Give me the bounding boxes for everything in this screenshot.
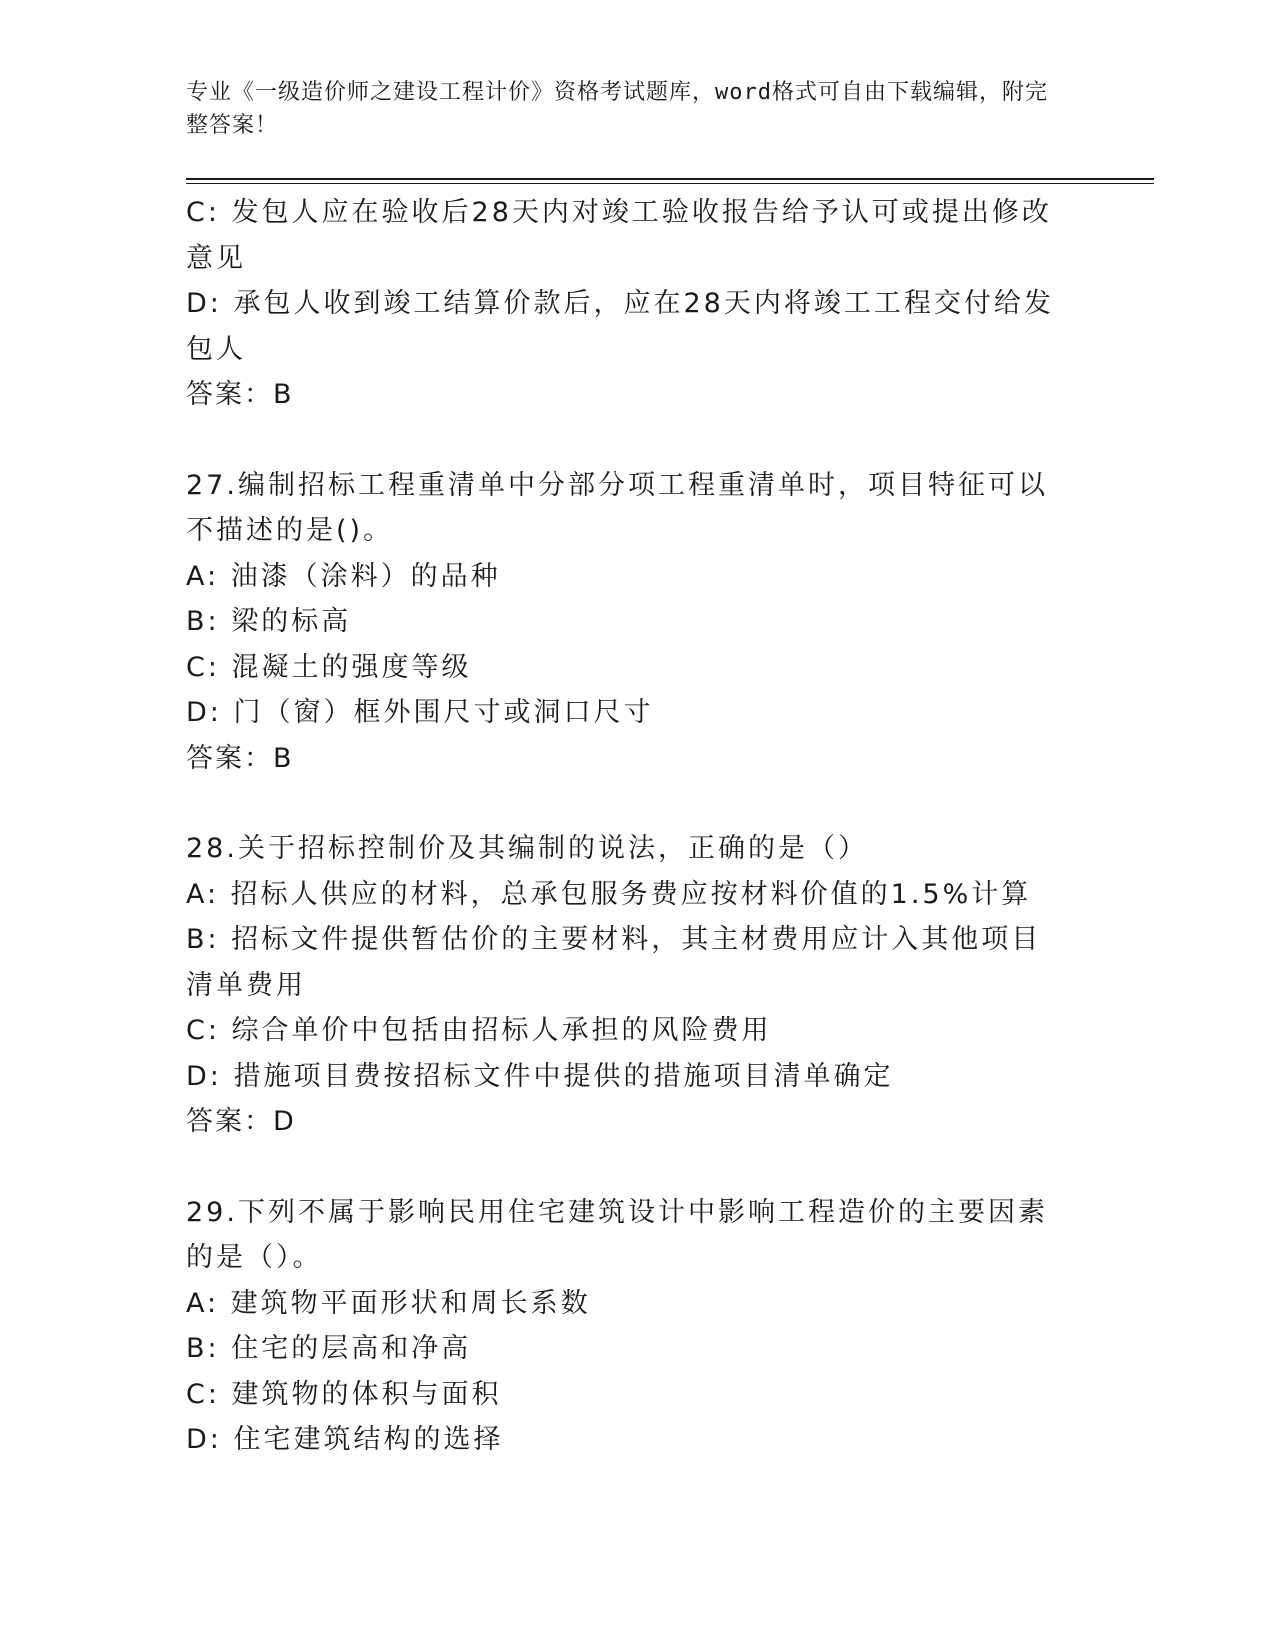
option-a: A: 招标人供应的材料，总承包服务费应按材料价值的1.5%计算 xyxy=(186,878,1032,910)
question-block-29 xyxy=(186,1190,1066,1463)
option-d: D: 住宅建筑结构的选择 xyxy=(186,1424,504,1455)
answer: 答案：B xyxy=(186,379,294,410)
question-list xyxy=(186,190,1066,1463)
header-divider-thick xyxy=(186,178,1154,180)
option-d: D: 承包人收到竣工结算价款后，应在28天内将竣工工程交付给发包人 xyxy=(186,288,1054,365)
option-c: C: 综合单价中包括由招标人承担的风险费用 xyxy=(186,1015,772,1046)
answer: 答案：D xyxy=(186,1106,296,1137)
question-stem: 27.编制招标工程重清单中分部分项工程重清单时，项目特征可以不描述的是()。 xyxy=(186,469,1048,546)
option-d: D: 措施项目费按招标文件中提供的措施项目清单确定 xyxy=(186,1060,894,1092)
option-a: A: 建筑物平面形状和周长系数 xyxy=(186,1287,591,1319)
option-c: C: 发包人应在验收后28天内对竣工验收报告给予认可或提出修改意见 xyxy=(186,197,1052,274)
question-block-28 xyxy=(186,826,1066,1145)
option-d: D: 门（窗）框外围尺寸或洞口尺寸 xyxy=(186,697,654,728)
question-block-26-continued xyxy=(186,190,1066,418)
answer: 答案：B xyxy=(186,742,294,774)
option-b: B: 住宅的层高和净高 xyxy=(186,1333,472,1364)
option-c: C: 建筑物的体积与面积 xyxy=(186,1378,502,1410)
question-stem: 28.关于招标控制价及其编制的说法，正确的是（） xyxy=(186,833,868,864)
option-c: C: 混凝土的强度等级 xyxy=(186,651,472,683)
option-b: B: 招标文件提供暂估价的主要材料，其主材费用应计入其他项目清单费用 xyxy=(186,924,1042,1001)
question-block-27 xyxy=(186,463,1066,782)
header-divider-thin xyxy=(186,183,1154,184)
question-stem: 29.下列不属于影响民用住宅建筑设计中影响工程造价的主要因素的是（）。 xyxy=(186,1196,1048,1273)
option-a: A: 油漆（涂料）的品种 xyxy=(186,560,501,592)
option-b: B: 梁的标高 xyxy=(186,606,352,637)
document-header: 专业《一级造价师之建设工程计价》资格考试题库，word格式可自由下载编辑，附完整答案！ xyxy=(186,80,1048,138)
